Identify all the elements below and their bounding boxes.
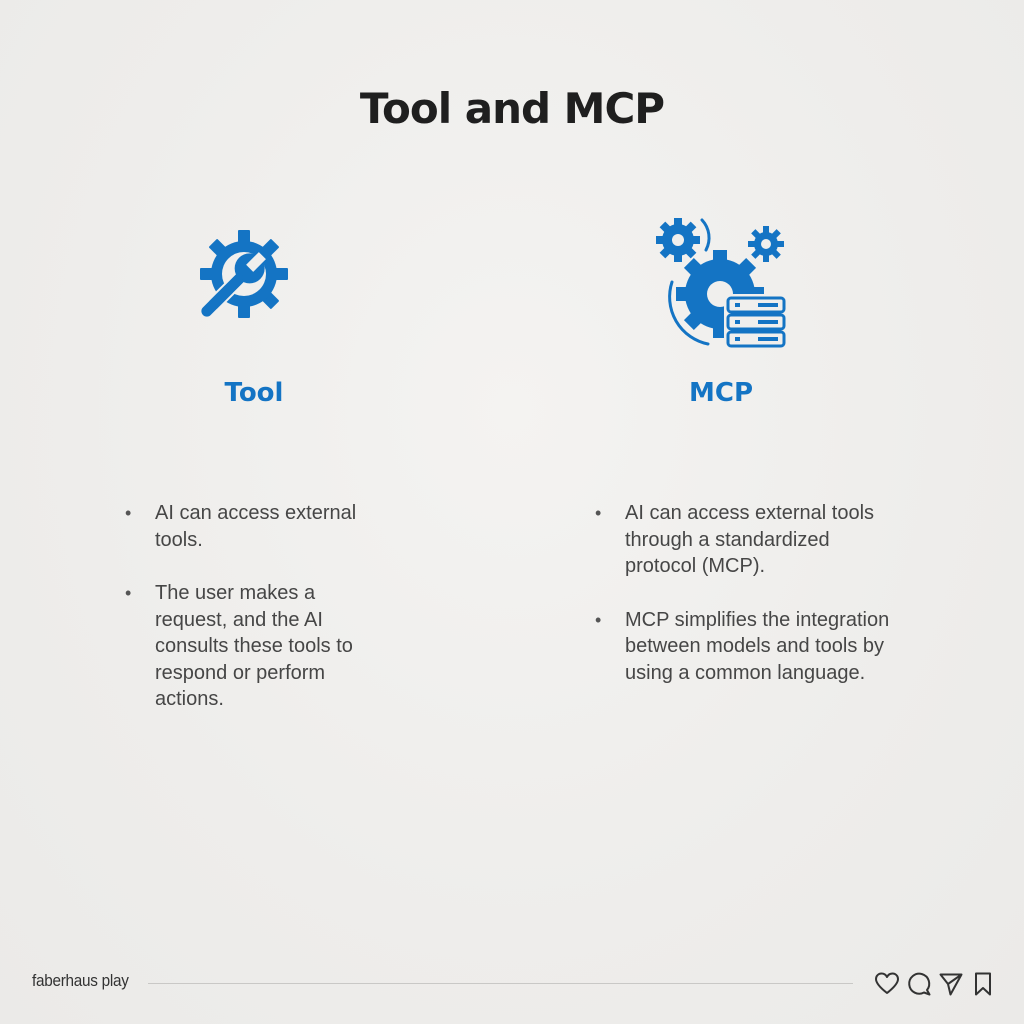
tool-bullet-list xyxy=(125,500,375,740)
list-item: • The user makes a request, and the AI consults these tools to respond or perform actions. xyxy=(125,580,375,713)
share-icon[interactable] xyxy=(938,971,964,997)
mcp-bullet-list xyxy=(595,500,895,713)
mcp-heading: MCP xyxy=(688,378,753,408)
heart-icon[interactable] xyxy=(874,971,900,997)
social-actions xyxy=(874,971,996,997)
gears-server-icon xyxy=(650,212,795,352)
bookmark-icon[interactable] xyxy=(970,971,996,997)
list-item: • MCP simplifies the integration between models and tools by using a common language. xyxy=(595,607,895,687)
page-title: Tool and MCP xyxy=(359,84,665,133)
footer-divider xyxy=(148,983,853,984)
brand-logo: faberhaus play xyxy=(32,971,129,990)
list-item: • AI can access external tools. xyxy=(125,500,375,553)
list-item: • AI can access external tools through a standardized protocol (MCP). xyxy=(595,500,895,580)
tool-heading: Tool xyxy=(224,378,284,408)
comment-icon[interactable] xyxy=(906,971,932,997)
gear-wrench-icon xyxy=(200,230,306,336)
